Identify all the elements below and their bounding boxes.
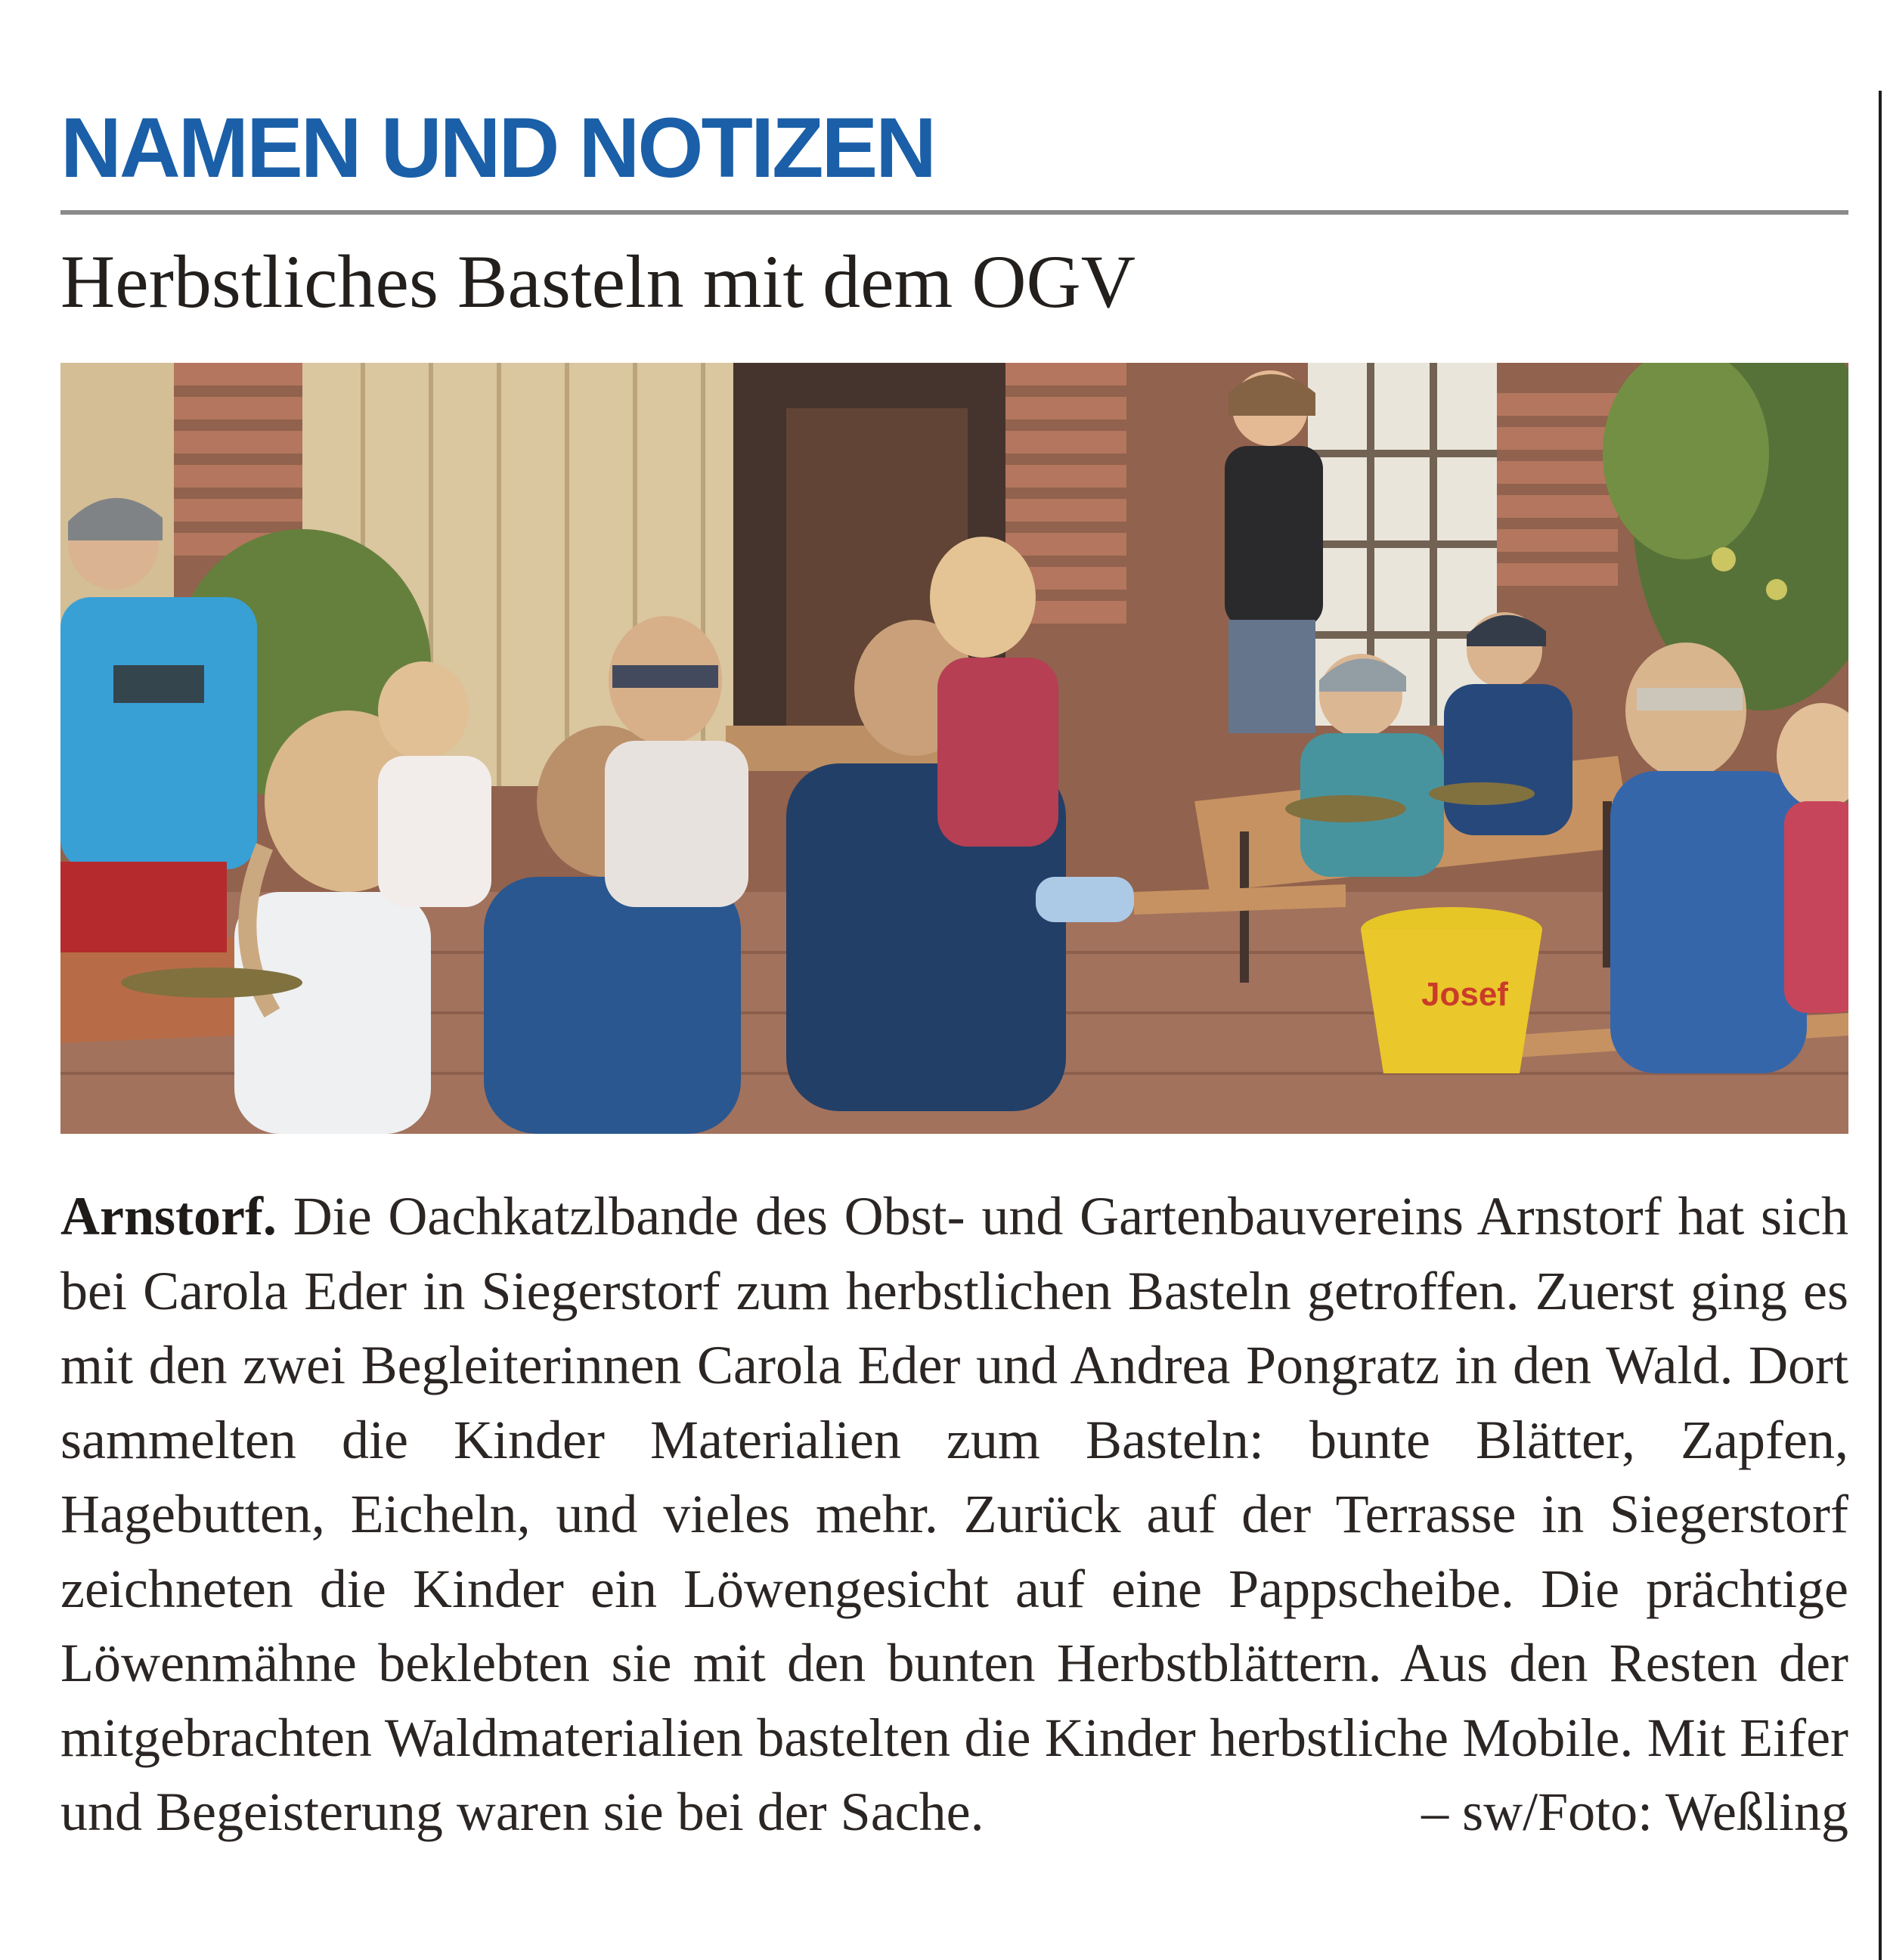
article-body	[60, 1179, 1848, 1850]
article-headline: Herbstliches Basteln mit dem OGV	[60, 240, 1136, 324]
section-rule	[60, 210, 1848, 215]
bucket-label: Josef	[1421, 976, 1508, 1013]
article-body-text: Die Oachkatzlbande des Obst- und Gartenbauvereins Arnstorf hat sich bei Carola Eder in Siegerstorf zum herbstlichen Basteln getroffen. Zuerst ging es mit den zwei Begleiterinnen Carola Eder und Andrea Pongratz in den Wald. Dort sammelten die Kinder Materialien zum Basteln: bunte Blätter, Zapfen, Hagebutten, Eicheln, und vieles mehr. Zurück auf der Terrasse in Siegerstorf zeichneten die Kinder ein Löwengesicht auf eine Pappscheibe. Die prächtige Löwenmähne beklebten sie mit den bunten Herbstblättern. Aus den Resten der mitgebrachten Waldmaterialien bastelten die Kinder herbstliche Mobile. Mit Eifer und Begeisterung waren sie bei der Sache.	[60, 1186, 1849, 1842]
article-dateline: Arnstorf.	[60, 1186, 277, 1246]
clipping-right-edge	[1879, 91, 1882, 1960]
section-rubric: NAMEN UND NOTIZEN	[60, 101, 935, 195]
article-photo	[60, 363, 1848, 1134]
photo-credit: – sw/Foto: Weßling	[1421, 1782, 1848, 1842]
